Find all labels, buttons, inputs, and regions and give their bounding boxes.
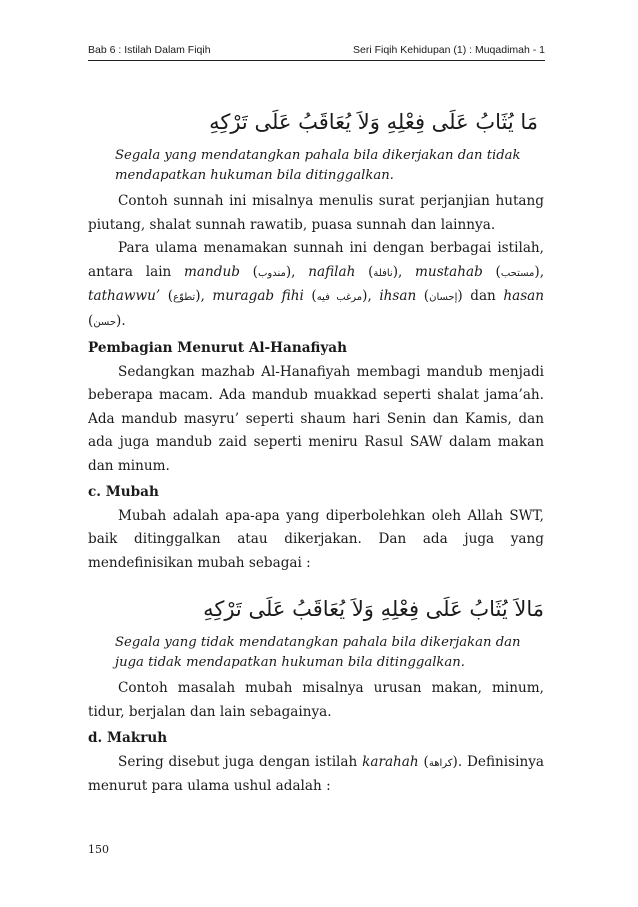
- section-heading-makruh: d. Makruh: [88, 730, 168, 746]
- paragraph-makruh: Sering disebut juga dengan istilah karahah (كراهة). Definisinya menurut para ulama ushul adalah :: [88, 753, 545, 794]
- definition-translation-sunnah: Segala yang mendatangkan pahala bila dikerjakan dan tidak mendapatkan hukuman bila ditinggalkan.: [115, 148, 521, 183]
- arabic-definition-mubah: مَالاَ يُثَابُ عَلَى فِعْلِهِ وَلاَ يُعَاقَبُ عَلَى تَرْكِهِ: [203, 597, 544, 621]
- arabic-ihsan: إحسان: [429, 292, 458, 303]
- section-heading-hanafiyah: Pembagian Menurut Al-Hanafiyah: [88, 340, 347, 356]
- header-series: Seri Fiqih Kehidupan (1) : Muqadimah - 1: [352, 44, 545, 56]
- term-karahah: karahah: [362, 753, 419, 770]
- paragraph-hanafiyah: Sedangkan mazhab Al-Hanafiyah membagi mandub menjadi beberapa macam. Ada mandub muakkad seperti shalat jama’ah. Ada mandub masyru’ seperti shaum hari Senin dan Kamis, dan ada juga mandub zaid seperti meniru Rasul SAW dalam makan dan minum.: [88, 363, 544, 474]
- page-number: 150: [88, 843, 109, 856]
- arabic-tathawwu: تطوّع: [173, 292, 196, 303]
- term-nafilah: nafilah: [308, 263, 356, 280]
- arabic-muragab-fihi: مرغب فيه: [316, 292, 363, 303]
- paragraph-mubah-examples: Contoh masalah mubah misalnya urusan makan, minum, tidur, berjalan dan lain sebagainya.: [88, 680, 544, 720]
- term-muragab-fihi: muragab fihi: [212, 288, 304, 304]
- term-tathawwu: tathawwu’: [88, 288, 161, 304]
- paragraph-sunnah-examples: Contoh sunnah ini misalnya menulis surat perjanjian hutang piutang, shalat sunnah rawatib, puasa sunnah dan lainnya.: [88, 193, 544, 233]
- section-heading-mubah: c. Mubah: [88, 484, 159, 500]
- term-mandub: mandub: [184, 263, 240, 280]
- arabic-mandub: مندوب: [257, 267, 286, 279]
- paragraph-sunnah-terms: Para ulama menamakan sunnah ini dengan berbagai istilah, antara lain mandub (مندوب), nafilah (نافلة), mustahab (مستحب), tathawwu’ (تطوّع), muragab fihi (مرغب فيه), ihsan (إحسان) dan hasan (حسن).: [88, 240, 545, 329]
- arabic-karahah: كراهة: [428, 757, 453, 769]
- running-header: [88, 44, 545, 61]
- term-mustahab: mustahab: [415, 263, 483, 280]
- arabic-nafilah: نافلة: [373, 267, 393, 279]
- arabic-hasan: حسن: [93, 316, 117, 328]
- paragraph-mubah-definition: Mubah adalah apa-apa yang diperbolehkan oleh Allah SWT, baik ditinggalkan atau dikerjakan. Dan ada juga yang mendefinisikan mubah sebagai :: [88, 507, 544, 571]
- page-body: [88, 102, 544, 799]
- term-hasan: hasan: [503, 288, 545, 304]
- header-chapter: Bab 6 : Istilah Dalam Fiqih: [88, 44, 211, 56]
- arabic-mustahab: مستحب: [500, 267, 535, 279]
- definition-translation-mubah: Segala yang tidak mendatangkan pahala bila dikerjakan dan juga tidak mendapatkan hukuman bila ditinggalkan.: [115, 635, 521, 670]
- term-ihsan: ihsan: [379, 288, 417, 304]
- arabic-definition-sunnah: مَا يُثَابُ عَلَى فِعْلِهِ وَلاَ يُعَاقَبُ عَلَى تَرْكِهِ: [209, 110, 538, 134]
